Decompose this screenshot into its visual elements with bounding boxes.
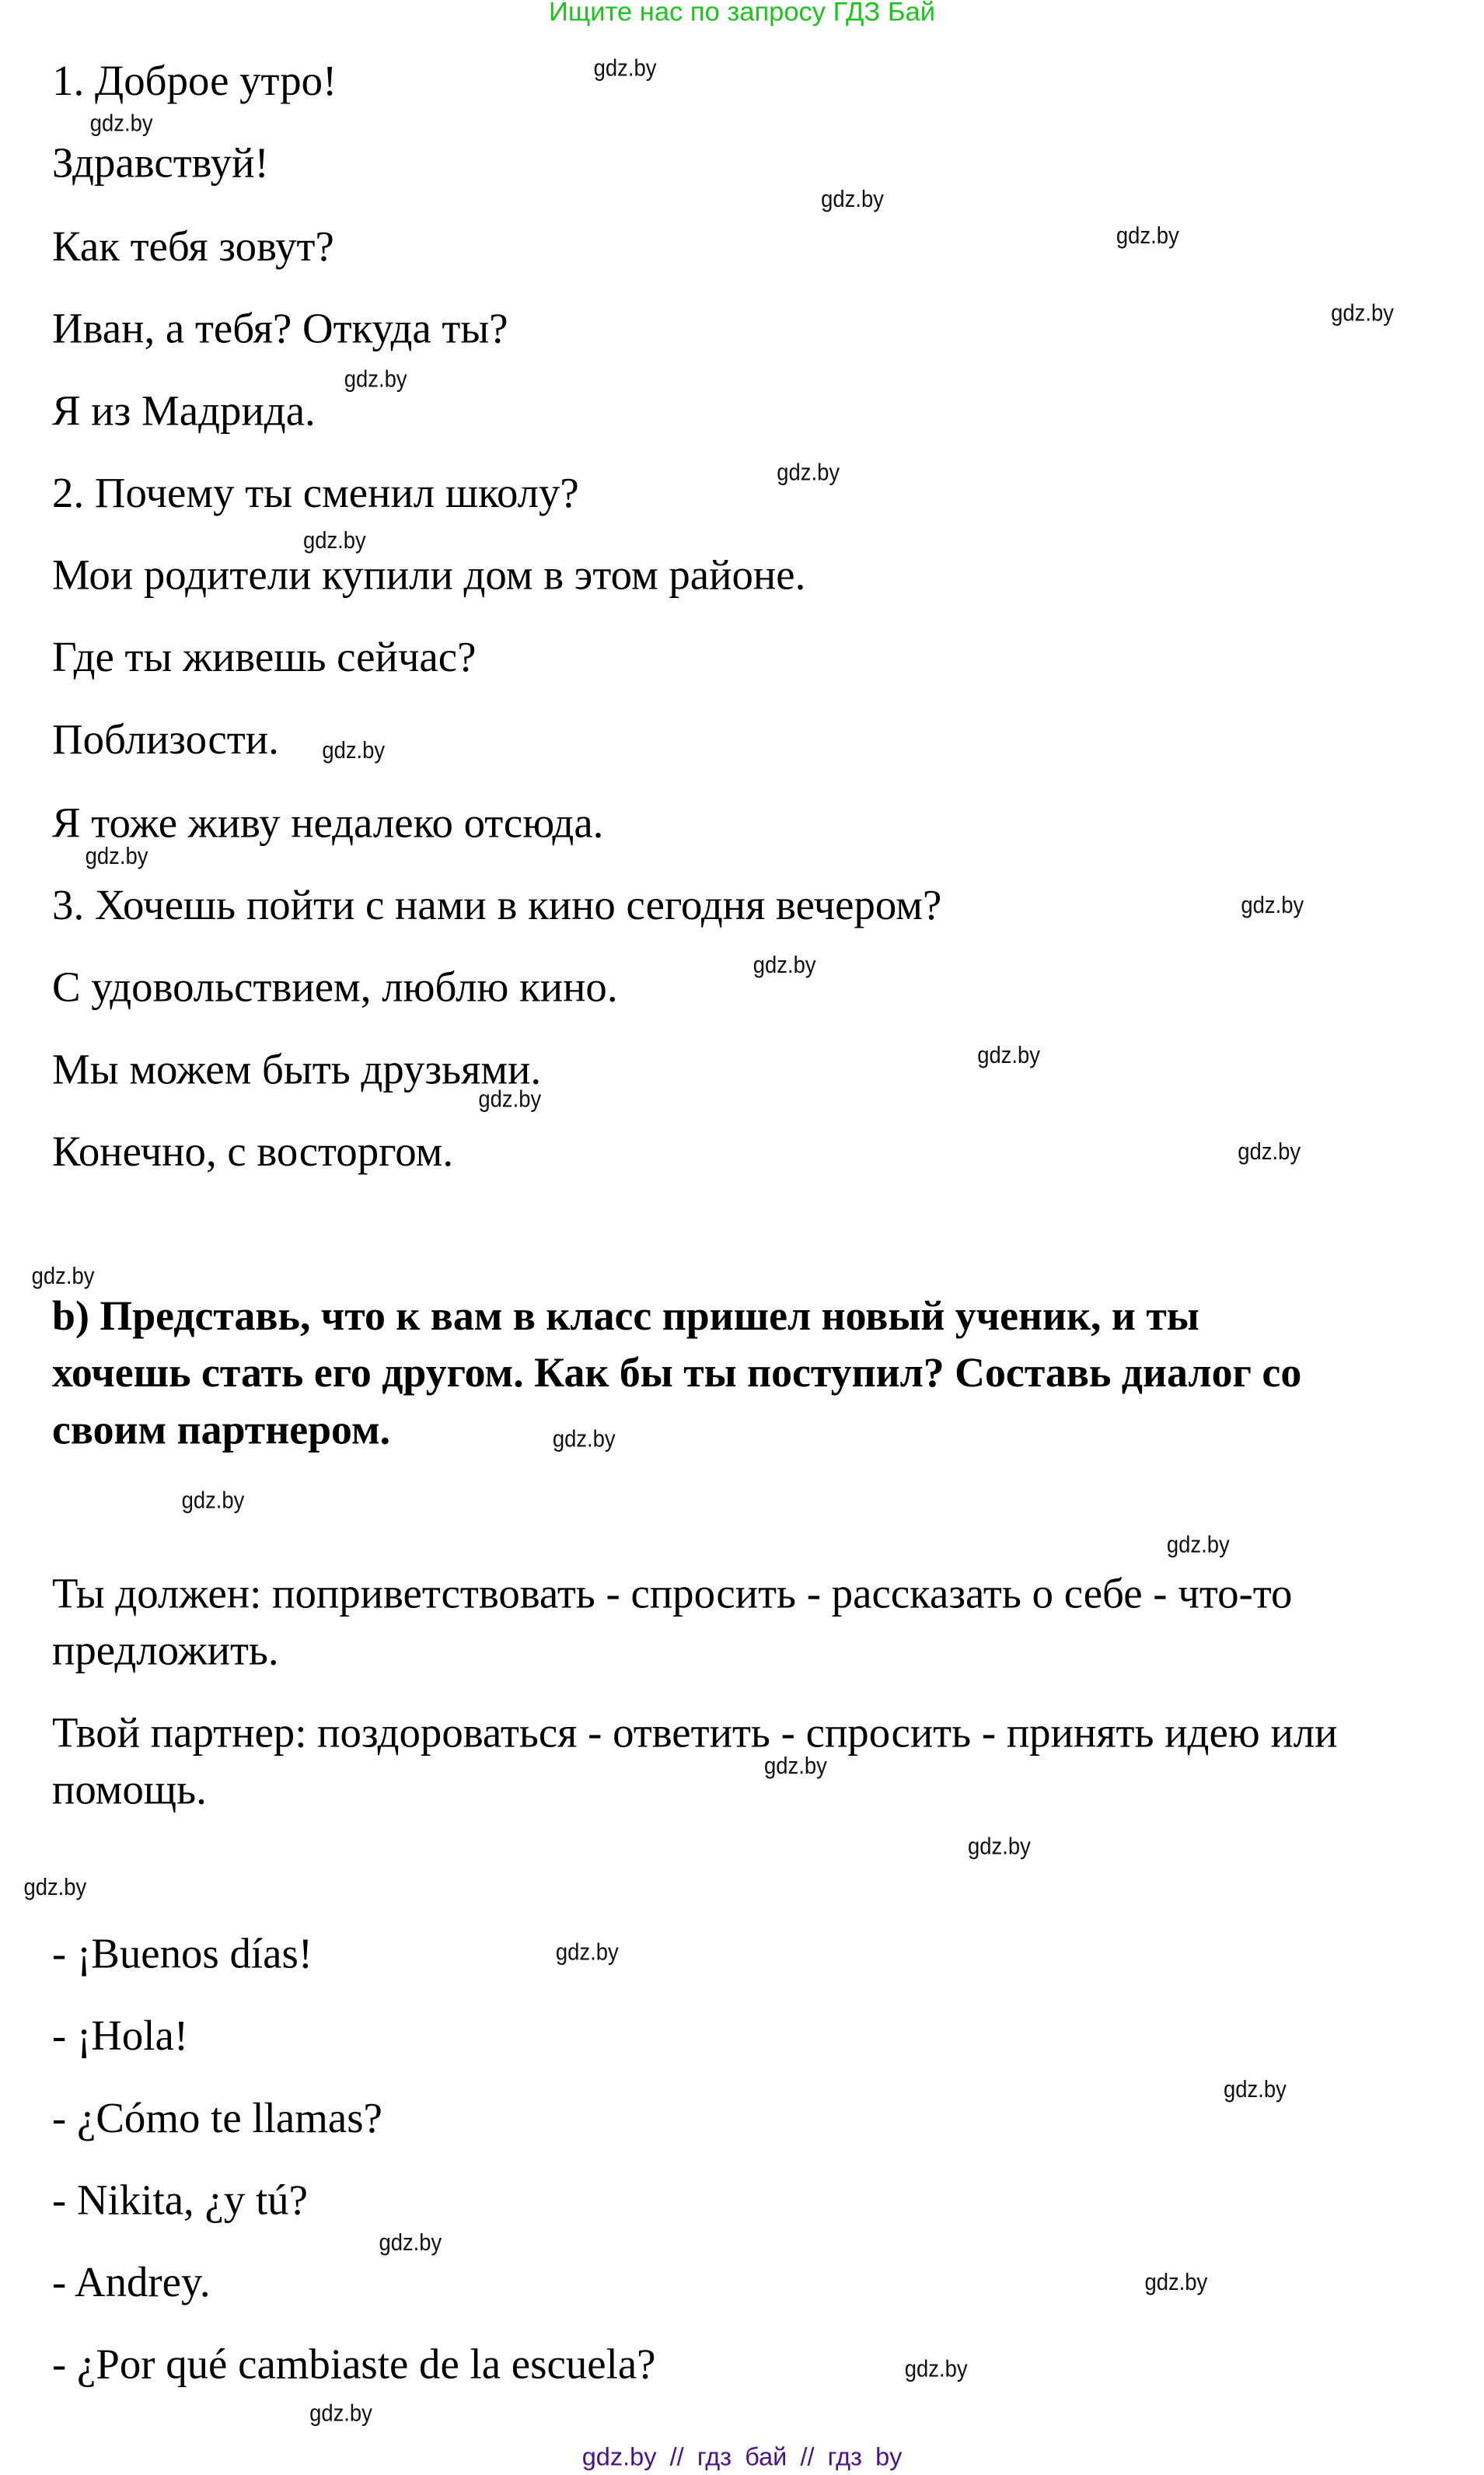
task-heading: хочешь стать его другом. Как бы ты поступил? Составь диалог со <box>52 1348 1302 1397</box>
watermark: gdz.by <box>777 460 840 487</box>
watermark: gdz.by <box>1166 1532 1230 1559</box>
dialogue-line: 2. Почему ты сменил школу? <box>52 469 579 517</box>
dialogue-line: Поблизости. <box>52 715 279 763</box>
watermark: gdz.by <box>85 843 148 871</box>
watermark: gdz.by <box>1144 2269 1208 2297</box>
task-heading: своим партнером. <box>52 1405 391 1453</box>
watermark: gdz.by <box>309 2400 372 2428</box>
search-banner: Ищите нас по запросу ГДЗ Бай <box>549 0 936 27</box>
instruction-partner: Твой партнер: поздороваться - ответить - спросить - принять идею или <box>52 1708 1338 1757</box>
watermark: gdz.by <box>1241 892 1304 920</box>
watermark: gdz.by <box>977 1042 1040 1069</box>
watermark: gdz.by <box>478 1086 542 1113</box>
spanish-line: - ¡Hola! <box>52 2012 189 2060</box>
dialogue-line: Где ты живешь сейчас? <box>52 633 477 681</box>
dialogue-line: Я из Мадрида. <box>52 386 316 435</box>
dialogue-line: Как тебя зовут? <box>52 222 334 271</box>
spanish-line: - Andrey. <box>52 2258 211 2306</box>
watermark: gdz.by <box>23 1874 87 1902</box>
watermark: gdz.by <box>1238 1138 1301 1166</box>
spanish-line: - ¡Buenos días! <box>52 1929 313 1977</box>
watermark: gdz.by <box>302 527 366 554</box>
dialogue-line: С удовольствием, люблю кино. <box>52 963 618 1011</box>
watermark: gdz.by <box>904 2356 968 2383</box>
spanish-line: - ¿Cómo te llamas? <box>52 2094 382 2142</box>
watermark: gdz.by <box>593 55 657 82</box>
watermark: gdz.by <box>968 1833 1031 1861</box>
watermark: gdz.by <box>821 186 884 214</box>
watermark: gdz.by <box>31 1263 95 1291</box>
dialogue-line: Я тоже живу недалеко отсюда. <box>52 799 604 847</box>
task-heading: b) Представь, что к вам в класс пришел новый ученик, и ты <box>52 1292 1199 1340</box>
watermark: gdz.by <box>344 366 407 393</box>
dialogue-line: Мои родители купили дом в этом районе. <box>52 551 806 599</box>
dialogue-line: 1. Доброе утро! <box>52 57 337 105</box>
instruction-you: предложить. <box>52 1626 279 1674</box>
watermark: gdz.by <box>1224 2076 1287 2104</box>
watermark: gdz.by <box>552 1425 616 1453</box>
spanish-line: - ¿Por qué cambiaste de la escuela? <box>52 2340 656 2388</box>
dialogue-line: Мы можем быть друзьями. <box>52 1045 542 1093</box>
instruction-you: Ты должен: поприветствовать - спросить - рассказать о себе - что-то <box>52 1569 1293 1617</box>
watermark: gdz.by <box>1116 222 1179 250</box>
dialogue-line: Конечно, с восторгом. <box>52 1127 454 1176</box>
watermark: gdz.by <box>322 737 386 765</box>
watermark: gdz.by <box>1331 299 1394 327</box>
watermark: gdz.by <box>181 1487 245 1515</box>
watermark: gdz.by <box>752 952 816 980</box>
dialogue-line: 3. Хочешь пойти с нами в кино сегодня вечером? <box>52 881 942 929</box>
watermark: gdz.by <box>764 1753 827 1780</box>
watermark: gdz.by <box>379 2229 442 2257</box>
watermark: gdz.by <box>555 1939 619 1966</box>
watermark: gdz.by <box>89 110 153 138</box>
instruction-partner: помощь. <box>52 1765 207 1813</box>
footer-links[interactable]: gdz.by // гдз бай // гдз by <box>581 2444 903 2472</box>
spanish-line: - Nikita, ¿y tú? <box>52 2176 308 2224</box>
dialogue-line: Здравствуй! <box>52 138 269 187</box>
dialogue-line: Иван, а тебя? Откуда ты? <box>52 304 508 352</box>
